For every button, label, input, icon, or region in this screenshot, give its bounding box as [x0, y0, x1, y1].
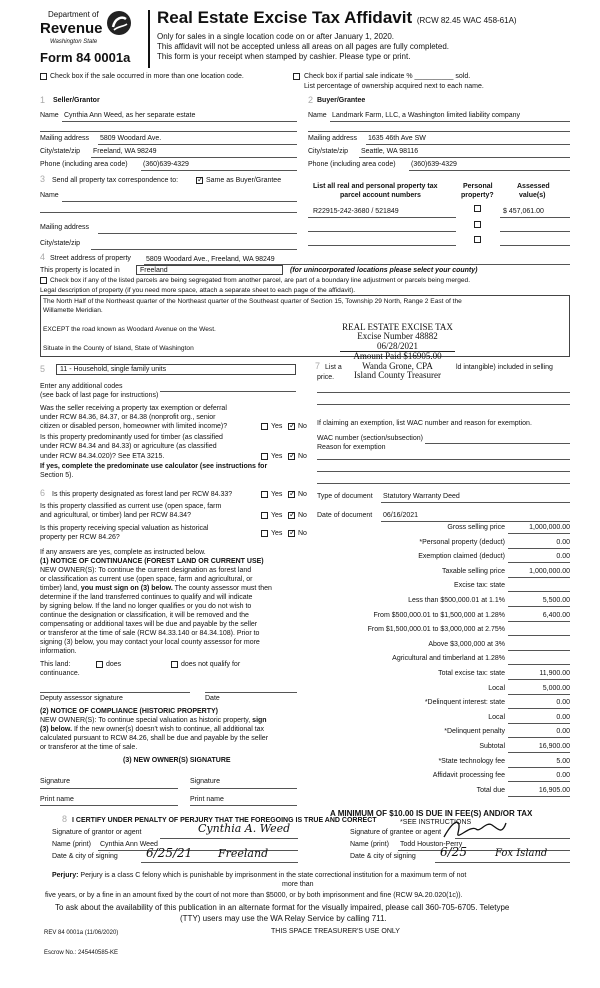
- stamp-line-5: Wanda Grone, CPA: [362, 360, 433, 371]
- tax-row-underline: [508, 591, 570, 592]
- tax-row-label: From $1,500,000.01 to $3,000,000 at 2.75%: [367, 626, 505, 633]
- deputy-date-label: Date: [205, 695, 220, 702]
- seller-heading: Seller/Grantor: [53, 97, 100, 104]
- dept-line1: Department of: [48, 10, 99, 19]
- buyer-city-value[interactable]: Seattle, WA 98116: [361, 148, 419, 155]
- buyer-mailing-label: Mailing address: [308, 135, 358, 142]
- tax-row-value[interactable]: 11,900.00: [539, 670, 570, 677]
- personal-property-checkbox-1[interactable]: [474, 205, 481, 212]
- stamp-line-1: REAL ESTATE EXCISE TAX: [342, 322, 453, 332]
- notice-2-line-2b: If the new owner(s) doesn't wish to continue, all additional tax: [73, 726, 265, 733]
- seller-phone-value[interactable]: (360)639-4329: [143, 161, 189, 168]
- tax-row-underline: [508, 577, 570, 578]
- section-7-text-1: List a: [325, 364, 342, 371]
- dept-line3: Washington State: [50, 39, 98, 45]
- this-land-label: This land:: [40, 661, 71, 668]
- tax-row-underline: [508, 781, 570, 782]
- notice-1-line-9: signing (3) below, you may contact your local county assessor for more: [40, 639, 260, 646]
- stamp-line-4: Amount Paid $16905.00: [340, 351, 455, 361]
- located-select[interactable]: [136, 265, 283, 275]
- tax-row-underline: [508, 694, 570, 695]
- timber-no-label: No: [298, 453, 307, 460]
- section-1-number: 1: [40, 95, 46, 105]
- notice-1-line-8: or transferor at the time of sale (RCW 84.33.140 or 84.34.108). Prior to: [40, 630, 260, 637]
- exemption-no-checkbox[interactable]: [288, 423, 295, 430]
- enter-codes-label: Enter any additional codes: [40, 383, 123, 390]
- personal-property-checkbox-2[interactable]: [474, 221, 481, 228]
- parcels-header-5: Assessed: [517, 183, 550, 190]
- seller-mailing-value[interactable]: 5809 Woodard Ave.: [100, 135, 162, 142]
- q-forest: Is this property designated as forest land per RCW 84.33?: [52, 491, 233, 498]
- q-timber-3: under RCW 84.34.020)? See ETA 3215.: [40, 453, 165, 460]
- tax-row-value[interactable]: 0.00: [556, 539, 570, 546]
- seller-mailing-label: Mailing address: [40, 135, 90, 142]
- notice-2-line-3: calculated pursuant to RCW 84.26, shall be due and payable by the seller: [40, 735, 269, 742]
- notice-2-line-2a: (3) below.: [40, 726, 73, 733]
- notice-2-line-2: [40, 726, 264, 734]
- legal-line-2: Willamette Meridian.: [43, 307, 103, 314]
- tax-row-label: From $500,000.01 to $1,500,000 at 1.28%: [373, 612, 505, 619]
- notice-2-line-4: or transferor at the time of sale.: [40, 744, 138, 751]
- tax-row-underline: [508, 737, 570, 738]
- buyer-city-label: City/state/zip: [308, 148, 349, 155]
- notice-1-line-7: compensating or additional taxes will be due and payable by the seller: [40, 621, 258, 628]
- grantee-name-label: Name (print): [350, 841, 389, 848]
- tax-row-label: Local: [488, 685, 505, 692]
- buyer-mailing-value[interactable]: 1635 46th Ave SW: [368, 135, 426, 142]
- grantee-signature-label: Signature of grantee or agent: [350, 829, 442, 836]
- continuance-label: continuance.: [40, 670, 80, 677]
- does-not-label: does not qualify for: [181, 661, 241, 668]
- section-7-text-3: price.: [317, 374, 335, 381]
- tax-row-value[interactable]: 6,400.00: [542, 612, 570, 619]
- section-5-number: 5: [40, 364, 46, 374]
- parcels-header-6: value(s): [519, 192, 546, 199]
- tax-row-label: Above $3,000,000 at 3%: [428, 641, 505, 648]
- reason-label: Reason for exemption: [317, 444, 386, 451]
- tax-row-value[interactable]: 5,500.00: [542, 597, 570, 604]
- tax-row-value[interactable]: 0.00: [556, 553, 570, 560]
- q-historic-1: Is this property receiving special valuation as historical: [40, 525, 209, 532]
- q-timber-4: If yes, complete the predominate use calculator (see instructions for: [40, 463, 268, 470]
- seller-name-value[interactable]: Cynthia Ann Weed, as her separate estate: [64, 112, 196, 119]
- notice-1-line-3a: timber) land,: [40, 585, 79, 592]
- historic-no-checkbox[interactable]: [288, 530, 295, 537]
- grantor-name-label: Name (print): [52, 841, 91, 848]
- tax-row-underline: [508, 752, 570, 753]
- stamp-line-3: 06/28/2021: [376, 340, 418, 351]
- buyer-heading: Buyer/Grantee: [317, 97, 366, 104]
- parcel-number-1[interactable]: R22915-242-3680 / 521849: [313, 208, 399, 215]
- exemption-label: If claiming an exemption, list WAC number and reason for exemption.: [317, 420, 532, 427]
- tax-row-underline: [508, 650, 570, 651]
- tax-row-underline: [508, 533, 570, 534]
- exemption-yes-checkbox[interactable]: [261, 423, 268, 430]
- q-current-use-1: Is this property classified as current use (open space, farm: [40, 503, 222, 510]
- timber-no-checkbox[interactable]: [288, 453, 295, 460]
- section-3-name-label: Name: [40, 192, 59, 199]
- doc-type-label: Type of document: [317, 493, 373, 500]
- notice-3-heading: (3) NEW OWNER(S) SIGNATURE: [123, 757, 231, 764]
- tax-row-value[interactable]: 5.00: [556, 758, 570, 765]
- multi-location-label: Check box if the sale occurred in more than one location code.: [50, 73, 244, 80]
- section-3-mailing-label: Mailing address: [40, 224, 90, 231]
- tax-row-underline: [508, 796, 570, 797]
- notice-1-line-4: determine if the land transferred continues to qualify and will indicate: [40, 594, 253, 601]
- forest-no-checkbox[interactable]: [288, 491, 295, 498]
- perjury-text-1: Perjury is a class C felony which is punishable by imprisonment in the state correctional institution for a maximum term of not: [80, 872, 467, 879]
- buyer-name-label: Name: [308, 112, 327, 119]
- buyer-phone-value[interactable]: (360)639-4329: [411, 161, 457, 168]
- tax-row-underline: [508, 606, 570, 607]
- section-3-text: Send all property tax correspondence to:: [52, 177, 179, 184]
- tax-row-underline: [508, 621, 570, 622]
- owner-print-name-label-1: Print name: [40, 796, 74, 803]
- current-use-no-checkbox[interactable]: [288, 512, 295, 519]
- subtitle-3: [157, 52, 410, 61]
- grantor-city[interactable]: Freeland: [218, 847, 269, 860]
- perjury-line-2: more than: [282, 881, 314, 888]
- tax-row-underline: [508, 562, 570, 563]
- historic-no-label: No: [298, 530, 307, 537]
- partial-sale-checkbox[interactable]: [293, 73, 300, 80]
- seller-city-label: City/state/zip: [40, 148, 81, 155]
- does-not-checkbox[interactable]: [171, 661, 178, 668]
- current-use-yes-checkbox[interactable]: [261, 512, 268, 519]
- tax-row-label: *Personal property (deduct): [419, 539, 505, 546]
- forest-no-label: No: [298, 491, 307, 498]
- notice-1-heading: (1) NOTICE OF CONTINUANCE (FOREST LAND OR CURRENT USE): [40, 558, 264, 565]
- perjury-line-1: [52, 872, 466, 880]
- notice-2-heading: (2) NOTICE OF COMPLIANCE (HISTORIC PROPERTY): [40, 708, 218, 715]
- legal-label: Legal description of property (if you need more space, attach a separate sheet to each page of the affidavit).: [40, 287, 356, 294]
- q-timber-2: under RCW 84.34 and 84.33) or agriculture (as classified: [40, 443, 217, 450]
- current-use-yes-label: Yes: [271, 512, 283, 519]
- grantee-date[interactable]: 6/25: [440, 845, 467, 859]
- notice-2-line-1b: sign: [252, 717, 267, 724]
- partial-sale-label: Check box if partial sale indicate % __________ sold.: [304, 73, 471, 80]
- tax-row-underline: [508, 708, 570, 709]
- section-3-city-label: City/state/zip: [40, 240, 81, 247]
- tax-row-label: *State technology fee: [438, 758, 505, 765]
- section-2-number: 2: [308, 95, 314, 105]
- buyer-phone-label: Phone (including area code): [308, 161, 396, 168]
- parcels-header-1: List all real and personal property tax: [313, 183, 438, 190]
- tax-row-label: Taxable selling price: [441, 568, 505, 575]
- located-value: Freeland: [140, 267, 168, 274]
- notice-1-line-6: continue the designation or classification, it will be removed and the: [40, 612, 249, 619]
- tax-row-label: Exemption claimed (deduct): [418, 553, 505, 560]
- partial-sale-label-2: List percentage of ownership acquired next to each name.: [304, 83, 484, 90]
- tax-row-value[interactable]: 0.00: [556, 699, 570, 706]
- stamp-line-2: Excise Number 48882: [357, 331, 438, 342]
- dept-line2: Revenue: [40, 20, 103, 37]
- same-as-buyer-label: Same as Buyer/Grantee: [206, 177, 282, 184]
- timber-yes-checkbox[interactable]: [261, 453, 268, 460]
- grantee-name-value[interactable]: Todd Houston-Perry: [400, 841, 463, 848]
- buyer-name-value[interactable]: Landmark Farm, LLC, a Washington limited liability company: [332, 112, 521, 119]
- minimum-due-text: A MINIMUM OF $10.00 IS DUE IN FEE(S) AND/OR TAX: [330, 809, 533, 818]
- escrow-label: Escrow No.:: [44, 950, 77, 956]
- personal-property-checkbox-3[interactable]: [474, 236, 481, 243]
- notice-1-line-3b: you must sign on (3) below.: [80, 585, 173, 592]
- escrow-line: [44, 950, 118, 957]
- does-checkbox[interactable]: [96, 661, 103, 668]
- rev-label: REV 84 0001a (11/06/2020): [44, 930, 119, 936]
- tax-row-label: Total due: [476, 787, 505, 794]
- notice-1-line-3: [40, 585, 272, 593]
- seller-city-value[interactable]: Freeland, WA 98249: [93, 148, 157, 155]
- tax-row-value[interactable]: 0.00: [556, 772, 570, 779]
- grantor-signature[interactable]: Cynthia A. Weed: [198, 822, 291, 835]
- tax-row-label: *Delinquent penalty: [444, 728, 505, 735]
- owner-print-name-label-2: Print name: [190, 796, 224, 803]
- section-4-number: 4: [40, 252, 46, 262]
- assessed-value-1[interactable]: $ 457,061.00: [503, 208, 544, 215]
- section-7-text-2: ld intangible) included in selling: [456, 364, 553, 371]
- certify-text: I CERTIFY UNDER PENALTY OF PERJURY THAT THE FOREGOING IS TRUE AND CORRECT: [72, 817, 377, 824]
- any-yes-text: If any answers are yes, complete as instructed below.: [40, 549, 206, 556]
- use-code-value: 11 - Household, single family units: [60, 366, 167, 373]
- title-text: Real Estate Excise Tax Affidavit: [157, 8, 413, 27]
- grantor-date-label: Date & city of signing: [52, 853, 118, 860]
- tax-row-label: Gross selling price: [447, 524, 505, 531]
- tax-row-label: Subtotal: [479, 743, 505, 750]
- tax-row-label: Affidavit processing fee: [432, 772, 505, 779]
- q-current-use-2: and agricultural, or timber) land per RCW 84.34?: [40, 512, 191, 519]
- grantor-signature-label: Signature of grantor or agent: [52, 829, 142, 836]
- legal-line-3: EXCEPT the road known as Woodard Avenue on the West.: [43, 326, 216, 333]
- q-exemption-1: Was the seller receiving a property tax exemption or deferral: [40, 405, 227, 412]
- notice-1-line-3c: The county assessor must then: [174, 585, 272, 592]
- alt-format-line-1: To ask about the availability of this publication in an alternate format for the visually impaired, please call 360-705-6705. Teletype: [55, 903, 510, 912]
- tax-row-value[interactable]: 0.00: [556, 714, 570, 721]
- wac-label: WAC number (section/subsection): [317, 435, 423, 442]
- street-value[interactable]: 5809 Woodard Ave., Freeland, WA 98249: [146, 256, 275, 263]
- tax-row-label: Agricultural and timberland at 1.28%: [392, 655, 505, 662]
- section-7-number: 7: [315, 361, 321, 371]
- exemption-no-label: No: [298, 423, 307, 430]
- doc-date-label: Date of document: [317, 512, 373, 519]
- escrow-value: 245440585-KE: [78, 950, 119, 956]
- section-3-number: 3: [40, 174, 46, 184]
- q-exemption-3: citizen or disabled person, homeowner with limited income)?: [40, 423, 228, 430]
- exemption-yes-label: Yes: [271, 423, 283, 430]
- treasurer-stamp: [340, 323, 455, 381]
- seller-phone-label: Phone (including area code): [40, 161, 128, 168]
- grantor-date[interactable]: 6/25/21: [146, 846, 193, 860]
- same-as-buyer-checkbox[interactable]: [196, 177, 203, 184]
- notice-1-line-10: information.: [40, 648, 77, 655]
- parcels-header-4: property?: [461, 192, 494, 199]
- historic-yes-checkbox[interactable]: [261, 530, 268, 537]
- tax-row-label: *Delinquent interest: state: [424, 699, 505, 706]
- historic-yes-label: Yes: [271, 530, 283, 537]
- q-exemption-2: under RCW 84.36, 84.37, or 84.38 (nonprofit org., senior: [40, 414, 216, 421]
- parcels-header-2: parcel account numbers: [340, 192, 421, 199]
- section-6-number: 6: [40, 488, 46, 498]
- tax-row-underline: [508, 723, 570, 724]
- tax-row-underline: [508, 767, 570, 768]
- doc-type-value[interactable]: Statutory Warranty Deed: [383, 493, 460, 500]
- grantee-city[interactable]: Fox Island: [495, 848, 548, 859]
- tax-row-value[interactable]: 5,000.00: [542, 685, 570, 692]
- forest-yes-checkbox[interactable]: [261, 491, 268, 498]
- perjury-line-3: five years, or by a fine in an amount fixed by the court of not more than $5000, or by both imprisonment and fine (RCW 9A.20.020(1c)).: [45, 892, 463, 899]
- q-timber-5: Section 5).: [40, 472, 74, 479]
- see-instructions: *SEE INSTRUCTIONS: [400, 819, 472, 826]
- tax-row-value[interactable]: 0.00: [556, 728, 570, 735]
- perjury-bold: Perjury:: [52, 872, 79, 879]
- treasurer-use-label: THIS SPACE TREASURER'S USE ONLY: [271, 928, 400, 935]
- subtitle-2: This affidavit will not be accepted unless all areas on all pages are fully completed.: [157, 42, 450, 51]
- notice-1-line-2: or classification as current use (open space, farm and agricultural, or: [40, 576, 253, 583]
- deputy-signature-label: Deputy assessor signature: [40, 695, 123, 702]
- tax-row-underline: [508, 548, 570, 549]
- segregated-label: Check box if any of the listed parcels are being segregated from another parcel, are part of a boundary line adjustment or parcels being merged.: [50, 277, 471, 284]
- current-use-no-label: No: [298, 512, 307, 519]
- subtitle-3-text: This form is your receipt when stamped by cashier. Please type or print.: [157, 52, 411, 61]
- notice-2-line-1a: NEW OWNER(S): To continue special valuation as historic property,: [40, 717, 251, 724]
- notice-1-line-5: by signing below. If the land no longer qualifies or you do not wish to: [40, 603, 252, 610]
- located-label: This property is located in: [40, 267, 120, 274]
- tax-row-label: Total excise tax: state: [438, 670, 505, 677]
- multi-location-checkbox[interactable]: [40, 73, 47, 80]
- title-ref: (RCW 82.45 WAC 458-61A): [416, 16, 517, 25]
- tax-row-label: Excise tax: state: [454, 582, 505, 589]
- form-number: Form 84 0001a: [40, 50, 131, 65]
- segregated-checkbox[interactable]: [40, 277, 47, 284]
- forest-yes-label: Yes: [271, 491, 283, 498]
- tax-row-value[interactable]: 16,905.00: [538, 787, 570, 794]
- tax-row-value[interactable]: 1,000,000.00: [529, 524, 570, 531]
- tax-row-label: Less than $500,000.01 at 1.1%: [408, 597, 505, 604]
- stamp-line-6: Island County Treasurer: [340, 371, 455, 380]
- tax-row-value[interactable]: 16,900.00: [538, 743, 570, 750]
- legal-line-1: The North Half of the Northeast quarter of the Northeast quarter of the Southeast quarter of Section 15, Township 29 North, Range 2 East of the: [43, 298, 462, 305]
- tax-row-label: Local: [488, 714, 505, 721]
- grantee-date-label: Date & city of signing: [350, 853, 416, 860]
- alt-format-line-2: (TTY) users may use the WA Relay Service by calling 711.: [180, 914, 387, 923]
- parcels-header-3: Personal: [463, 183, 493, 190]
- tax-row-value[interactable]: 1,000,000.00: [529, 568, 570, 575]
- owner-signature-label-2: Signature: [190, 778, 220, 785]
- subtitle-1: Only for sales in a single location code on or after January 1, 2020.: [157, 32, 395, 41]
- located-note: (for unincorporated locations please select your county): [290, 267, 478, 274]
- notice-1-line-1: NEW OWNER(S): To continue the current designation as forest land: [40, 567, 252, 574]
- doc-date-value[interactable]: 06/16/2021: [383, 512, 419, 519]
- street-label: Street address of property: [50, 255, 131, 262]
- use-code-select[interactable]: [56, 364, 296, 375]
- see-back-label: (see back of last page for instructions): [40, 392, 159, 399]
- q-timber-1: Is this property predominantly used for timber (as classified: [40, 434, 223, 441]
- section-8-number: 8: [62, 814, 68, 824]
- q-historic-2: property per RCW 84.26?: [40, 534, 120, 541]
- tax-row-underline: [508, 679, 570, 680]
- seller-name-label: Name: [40, 112, 59, 119]
- notice-2-line-1: [40, 717, 267, 725]
- timber-yes-label: Yes: [271, 453, 283, 460]
- does-label: does: [106, 661, 122, 668]
- form-title: [157, 8, 517, 28]
- tax-row-underline: [508, 635, 570, 636]
- legal-line-4: Situate in the County of Island, State of Washington: [43, 345, 194, 352]
- revenue-logo-icon: [106, 10, 132, 36]
- owner-signature-label-1: Signature: [40, 778, 70, 785]
- tax-row-underline: [508, 664, 570, 665]
- grantor-name-value[interactable]: Cynthia Ann Weed: [100, 841, 158, 848]
